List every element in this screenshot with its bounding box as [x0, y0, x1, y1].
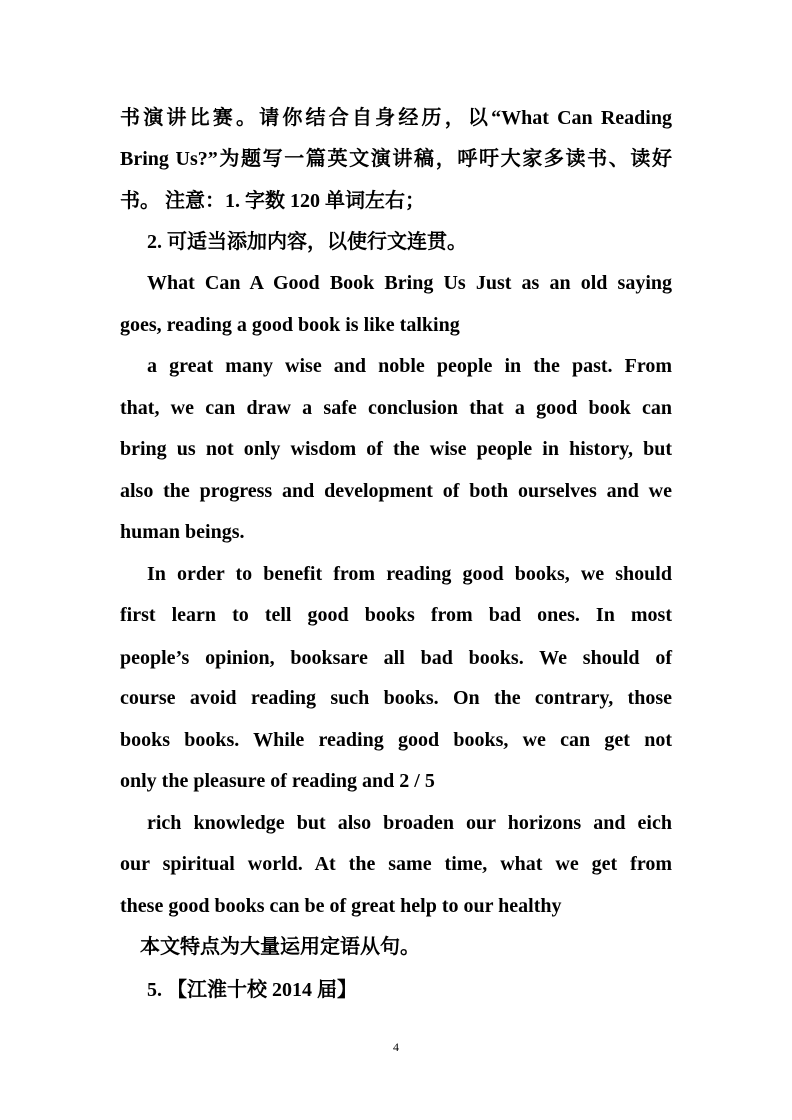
text-line: rich knowledge but also broaden our horizons and eich: [147, 812, 672, 834]
text-line: What Can A Good Book Bring Us Just as an old saying: [147, 272, 672, 294]
text-line: course avoid reading such books. On the contrary, those: [120, 687, 672, 709]
text-line: bring us not only wisdom of the wise people in history, but: [120, 438, 672, 460]
text-line: 本文特点为大量运用定语从句。: [140, 936, 420, 958]
text-line: 2. 可适当添加内容，以使行文连贯。: [147, 231, 467, 253]
text-line: Bring Us?”为题写一篇英文演讲稿，呼吁大家多读书、读好: [120, 148, 672, 170]
text-line: our spiritual world. At the same time, what we get from: [120, 853, 672, 875]
text-line: that, we can draw a safe conclusion that a good book can: [120, 397, 672, 419]
text-line: only the pleasure of reading and 2 / 5: [120, 770, 435, 792]
text-line: human beings.: [120, 521, 245, 543]
text-line: In order to benefit from reading good books, we should: [147, 563, 672, 585]
page-number: 4: [393, 1040, 399, 1054]
text-line: first learn to tell good books from bad ones. In most: [120, 604, 672, 626]
text-line: 书。 注意：1. 字数 120 单词左右；: [120, 190, 425, 212]
text-line: people’s opinion, booksare all bad books. We should of: [120, 647, 672, 669]
text-line: also the progress and development of both ourselves and we: [120, 480, 672, 502]
text-line: 5. 【江淮十校 2014 届】: [147, 979, 357, 1001]
text-line: books books. While reading good books, we can get not: [120, 729, 672, 751]
text-line: a great many wise and noble people in the past. From: [147, 355, 672, 377]
text-line: these good books can be of great help to our healthy: [120, 895, 562, 917]
text-line: 书演讲比赛。请你结合自身经历，以“What Can Reading: [120, 107, 672, 129]
text-line: goes, reading a good book is like talking: [120, 314, 460, 336]
